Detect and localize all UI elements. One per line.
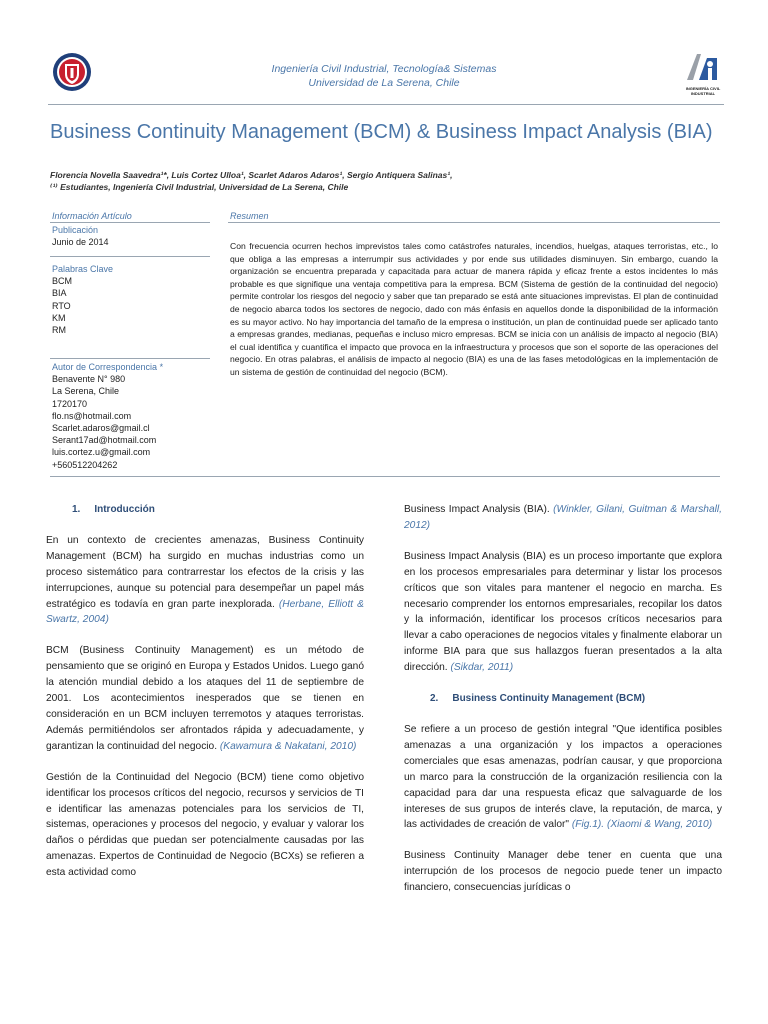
publication-label: Publicación — [52, 225, 99, 235]
right-column — [404, 502, 722, 911]
industrial-engineering-logo — [683, 50, 723, 100]
svg-text:INDUSTRIAL: INDUSTRIAL — [690, 91, 716, 96]
correspondence-line: Serant17ad@hotmail.com — [52, 435, 157, 446]
header-divider — [48, 104, 724, 105]
abstract-heading: Resumen — [230, 211, 269, 221]
svg-text:INGENIERÍA CIVIL: INGENIERÍA CIVIL — [685, 86, 721, 91]
citation: (Herbane, Elliott & Swartz, 2004) — [46, 598, 364, 626]
citation: (Kawamura & Nakatani, 2010) — [219, 740, 357, 752]
publication-rule — [50, 256, 210, 257]
keyword-item: RM — [52, 325, 66, 336]
left-column — [46, 502, 364, 896]
article-info-rule — [50, 222, 210, 223]
university-seal-logo — [52, 52, 92, 92]
citation: (Winkler, Gilani, Guitman & Marshall, 2012) — [404, 504, 723, 531]
abstract-rule — [228, 222, 720, 223]
correspondence-line: luis.cortez.u@gmail.com — [52, 447, 151, 458]
correspondence-line: 1720170 — [52, 398, 88, 409]
abstract-text: Con frecuencia ocurren hechos imprevistos tales como catástrofes naturales, incendios, huelgas, ataques terroristas, etc., lo que obliga a las empresas a interrumpir sus actividades y por ende sus utilidades disminuyen. Sin embargo, cuando la organización se encuentra preparada y capacitada para actuar de manera rápida y eficaz frente a estos incidentes lo más probable es que signifique una ventaja competitiva para la empresa. BCM (Sistema de gestión de la continuidad del negocio) permite controlar los riesgos del negocio y saber que tan preparado se está ante situaciones imprevistas. El plan de continuidad de negocio abarca todos los sectores de negocio, dado con más énfasis en aquellos donde la disponibilidad de la información es su mayor activo. No hay importancia del tamaño de la empresa o institución, un plan de continuidad puede ser aplicado tanto a empresas grandes, medianas, pequeñas e incluso micro empresas. BCM se inicia con un análisis de impacto al negocio (BIA) el cual identifica y cuantifica el impacto que provoca en la infraestructura y procesos que son el soporte de las operaciones del negocio. En otras palabras, el análisis de impacto al negocio (BIA) es una de las fases metodológicas en la implementación de un sistema de gestión de continuidad del negocio (BCM). — [230, 241, 718, 377]
correspondence-line: Scarlet.adaros@gmail.cl — [52, 423, 150, 434]
citation: (Sikdar, 2011) — [450, 662, 514, 674]
paragraph: Se refiere a un proceso de gestión integral "Que identifica posibles amenazas a una organización y los impactos a operaciones comerciales que esas amenazas, podrían causar, y que proporciona un marco para la construcción de la organización resiliencia con la capacidad para dar una respuesta eficaz que salvaguarde de los intereses de sus grupos de interés clave, la reputación, de marca, y las actividades de creación de valor" (Fig.1). (Xiaomi & Wang, 2010) — [404, 723, 722, 831]
keywords-label: Palabras Clave — [52, 264, 114, 274]
correspondence-line: flo.ns@hotmail.com — [52, 410, 132, 421]
header-line-1: Ingeniería Civil Industrial, Tecnología& Sistemas — [271, 63, 497, 75]
paragraph: Gestión de la Continuidad del Negocio (BCM) tiene como objetivo identificar los procesos críticos del negocio, recursos y servicios de TI e identificar las amenazas potenciales para los servicios de TI, sistemas, operaciones y procesos del negocio, y evaluar y valorar los daños o pérdidas que puedan ser potencialmente causadas por las amenazas. Expertos de Continuidad de Negocio (BCXs) se refieren a esta actividad como — [46, 771, 364, 879]
article-info-heading: Información Artículo — [52, 211, 132, 221]
affiliation: ⁽¹⁾ Estudiantes, Ingeniería Civil Industrial, Universidad de La Serena, Chile — [50, 182, 349, 192]
correspondence-block — [52, 361, 202, 471]
keyword-item: RTO — [52, 300, 71, 311]
paper-title: Business Continuity Management (BCM) & Business Impact Analysis (BIA) — [50, 121, 713, 143]
keywords-block — [52, 263, 202, 336]
keyword-item: BCM — [52, 276, 72, 287]
publication-block — [52, 224, 202, 248]
page-header — [0, 0, 768, 112]
paragraph: Business Impact Analysis (BIA). (Winkler, Gilani, Guitman & Marshall, 2012) — [404, 504, 723, 531]
keywords-rule — [50, 358, 210, 359]
front-matter-rule — [50, 476, 720, 477]
section-2-heading: 2. Business Continuity Management (BCM) — [430, 693, 646, 705]
header-line-2: Universidad de La Serena, Chile — [308, 77, 460, 89]
correspondence-line: La Serena, Chile — [52, 386, 120, 397]
correspondence-label: Autor de Correspondencia * — [52, 362, 164, 372]
keyword-item: KM — [52, 312, 66, 323]
paragraph: En un contexto de crecientes amenazas, Business Continuity Management (BCM) ha surgido en muchas industrias como un proceso sistemático para contrarrestar los efectos de la crisis y las interrupciones, aunque su potencial para desempeñar un papel más estratégico es todavía en gran parte inexplorada. (Herbane, Elliott & Swartz, 2004) — [46, 534, 364, 626]
section-1-heading: 1. Introducción — [72, 504, 155, 515]
correspondence-line: +560512204262 — [52, 459, 118, 470]
keyword-item: BIA — [52, 288, 67, 299]
paragraph: BCM (Business Continuity Management) es un método de pensamiento que se originó en Europa y Estados Unidos. Luego ganó la atención mundial debido a los ataques del 11 de septiembre de 2001. Los acontecimientos inesperados que se tienen en consideración en un BCM incluyen terremotos y ataques terroristas. Además permitiéndolos ser afrontados rápida y adecuadamente, y garantizan la continuidad del negocio. (Kawamura & Nakatani, 2010) — [46, 645, 364, 752]
citation: (Fig.1). (Xiaomi & Wang, 2010) — [571, 819, 713, 831]
paragraph: Business Continuity Manager debe tener en cuenta que una interrupción de los procesos de negocio puede tener un impacto financiero, consecuencias jurídicas o — [404, 850, 722, 894]
authors: Florencia Novella Saavedra¹*, Luis Cortez Ulloa¹, Scarlet Adaros Adaros¹, Sergio Antiquera Salinas¹, — [50, 170, 453, 180]
paragraph: Business Impact Analysis (BIA) es un proceso importante que explora en los procesos empresariales para determinar y listar los procesos críticos que son vitales para mantener el negocio en marcha. Es necesario comprender los entornos empresariales, recopilar los datos y la información, identificar los procesos críticos necesarios para llevar a cabo operaciones de negocios vitales y finalmente elaborar un informe BIA para que sus hallazgos fueran presentados a la alta dirección. (Sikdar, 2011) — [404, 550, 722, 674]
correspondence-line: Benavente N° 980 — [52, 374, 126, 385]
publication-date: Junio de 2014 — [52, 237, 109, 248]
